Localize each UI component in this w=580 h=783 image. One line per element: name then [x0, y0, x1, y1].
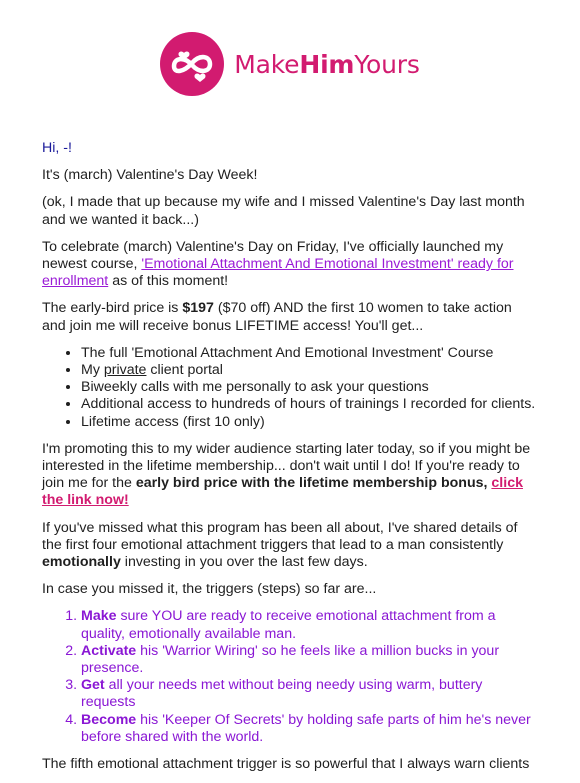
perk-text-end: client portal — [146, 362, 223, 379]
brand-name-prefix: Make — [234, 49, 300, 79]
click-link-now[interactable]: click the link now! — [42, 475, 523, 509]
paragraph-intro: It's (march) Valentine's Day Week! — [42, 167, 258, 184]
list-item: • Biweekly calls with me personally to ask your questions — [81, 379, 538, 396]
promo-text: I'm promoting this to my wider audience starting later today, so if you might be interested in the lifetime membership... don't wait until I do! If you're ready to join me for the — [42, 440, 531, 492]
triggers-list — [42, 608, 538, 746]
trigger-text: all your needs met without being needy using warm, buttery requests — [81, 677, 483, 711]
list-item — [81, 643, 538, 677]
perk-underlined: private — [103, 362, 147, 379]
trigger-verb: Get — [81, 677, 105, 694]
trigger-verb: Make — [81, 608, 117, 625]
list-item — [81, 712, 538, 746]
trigger-text: his 'Warrior Wiring' so he feels like a million bucks in your presence. — [81, 642, 500, 677]
perk-text: My — [81, 362, 104, 379]
perks-list — [42, 345, 538, 431]
launch-text-end: as of this moment! — [108, 273, 229, 290]
promo-bold: early bird price with the lifetime membership bonus, — [135, 475, 488, 492]
paragraph-promo — [42, 441, 538, 510]
list-item: • Lifetime access (first 10 only) — [81, 414, 538, 431]
brand-name — [234, 50, 419, 79]
infinity-heart-icon — [160, 32, 224, 96]
recap-bold: emotionally — [42, 554, 121, 571]
brand-logo[interactable] — [0, 30, 580, 98]
recap-text-end: investing in you over the last few days. — [120, 554, 368, 571]
list-item — [81, 362, 538, 379]
brand-name-bold: Him — [299, 49, 355, 79]
trigger-verb: Activate — [81, 642, 137, 659]
recap-text: If you've missed what this program has been all about, I've shared details of the first four emotional attachment triggers that lead to a man consistently — [42, 519, 518, 553]
trigger-text: sure YOU are ready to receive emotional attachment from a quality, emotionally available man. — [81, 608, 496, 642]
list-item — [81, 677, 538, 711]
email-content — [42, 140, 538, 783]
paragraph-price — [42, 300, 538, 334]
trigger-text: his 'Keeper Of Secrets' by holding safe parts of him he's never before shared with the world. — [81, 711, 531, 745]
paragraph-launch — [42, 239, 538, 291]
paragraph-triggers-intro: In case you missed it, the triggers (steps) so far are... — [42, 581, 377, 598]
paragraph-fifth-trigger: The fifth emotional attachment trigger is so powerful that I always warn clients — [42, 756, 530, 773]
greeting: Hi, -! — [42, 140, 72, 156]
list-item: • Additional access to hundreds of hours of trainings I recorded for clients. — [81, 396, 538, 413]
paragraph-aside: (ok, I made that up because my wife and I missed Valentine's Day last month and we wanted it back...) — [42, 194, 525, 228]
enrollment-link[interactable]: 'Emotional Attachment And Emotional Investment' ready for enrollment — [42, 256, 514, 290]
price-value: $197 — [182, 300, 214, 317]
price-text: The early-bird price is — [42, 300, 183, 317]
brand-name-suffix: Yours — [354, 49, 420, 79]
price-text-end: ($70 off) AND the first 10 women to take action and join me will receive bonus LIFETIME access! You'll get... — [42, 300, 512, 334]
launch-text: To celebrate (march) Valentine's Day on Friday, I've officially launched my newest course, — [42, 238, 504, 273]
list-item — [81, 608, 538, 642]
list-item: • The full 'Emotional Attachment And Emotional Investment' Course — [81, 345, 538, 362]
paragraph-recap — [42, 520, 538, 572]
trigger-verb: Become — [81, 711, 137, 728]
